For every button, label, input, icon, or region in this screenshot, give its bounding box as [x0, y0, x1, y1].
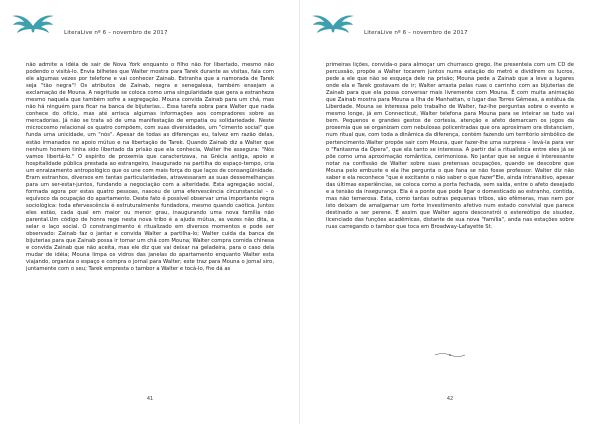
page-header: LiteraLive nº 6 – novembro de 2017 — [64, 30, 168, 36]
body-paragraph: primeiras lições, convida-o para almoçar um churrasco grego, lhe presenteia com um CD de percussão, propõe a Walter tocarem juntos numa estação do metrô e dividirem os lucros, pede a ele que não se esqueça dele na prisão; Mouna pede a Zainab que a leve a lugares onde ela e Tarek gostavam de ir; Walter arrasta pelas ruas o carrinho com as bijuterias de Zainab para que ela possa conversar mais livremente com Mouna. É com muita animação que Zainab mostra para Mouna a Ilha de Manhattan, o lugar das Torres Gêmeas, a estátua da Liberdade. Mouna se interessa pelo trabalho de Walter, faz-lhe perguntas sobre o evento e mesmo longe, já em Connecticut, Walter telefona para Mouna para se inteirar se tudo vai bem. Pequenos e grandes gestos de cortesia, atenção e afeto demarcam os jogos da proxemia que se organizam com nebulosas policentradas que ora aproximam ora distanciam, num ritual que, com toda a dinâmica da diferença, contém fazendo um território simbólico de pertencimento.Walter propõe sair com Mouna, quer fazer-lhe uma surpresa – levá-la para ver o "Fantasma da Ópera", que ela tanto se interessa. A partir daí a ritualística entre eles já se põe como uma aproximação romântica, cerimoniosa. No jantar que se segue é interessante notar na confissão de Walter sobre suas pretensas ocupações, quando se descobre que Mouna pelo embuste e ela lhe pergunta o que fana se não fosse professor. Walter diz não saber e ela reconhece "que é excitante o não saber o que fazer"Ele, ainda intransitivo, apesar das últimas experiências, se coloca como a porta fechada, sem saída, entre o afeto desejado e a tensão da insegurança. Ela é a ponte que pode ligar o domesticado ao estranho, contida, mas não temerosa. Esta, como tantas outras pequenas tribos, são efêmeras, mas nem por isto deixam de amalgamar um forte investimento afetivo num estado convivial que parece destinado a ser perene. É assim que Walter agora desconstrói o estereótipo de sisudez, licenciado das funções acadêmicas, distante de sua nova "família", anda nas estações sobre ruas carregando o tambor que toca em Broadway-Lafayette St. — [326, 62, 574, 231]
body-paragraph: não admite a idéia de sair de Nova York enquanto o filho não for libertado, mesmo não podendo o visitá-lo. Envia bilhetes que Walter mostra para Tarek durante as visitas, fala com ele algumas vezes por telefone e vai conhecer Zainab. Estranha que a namorada de Tarek seja "tão negra"! Os atributos de Zainab, negra e senegalesa, também ensejam a exclamação de Mouna. A negritude se coloca como uma singularidade que gera a estranheza mesmo naquela que também sofre a segregação. Mouna convida Zainab para um chá, mas não há ninguém para ficar na banca de bijuterias... Essa tarefa sobra para Walter que nada conhece do ofício, mas até arrisca algumas informações aos compradores sobre as mercadorias. Já não se trata só de uma manifestação de empatia ou solidariedade. Neste microcosmo relacional os quatro compõem, com suas diversidades, um "cimento social" que funda uma unicidade, um "nós". Apesar de todas as diferenças eu, talvez em razão delas, estão irmanados no apoio mútuo e na libertação de Tarek. Quando Zainab diz a Walter que nenhum homem tinha sido libertado da prisão que ela conhecia, Walter lhe assegura: "Nós vamos libertá-lo." O espírito de proxemia que caracterizava, na Grécia antiga, apoio e hospitalidade pública prestada ao estrangeiro, inaugurado na partilha do espaço-tempo, cria um enraizamento antropológico que os une com mais força do que laços de consangüinidade. Eram estranhos, diversos em tantas particularidades, atravessaram as suas dessemelhanças para um ser-estar-juntos, fundando a negociação com a alteridade. Esta agregação social, formada agora por estas quatro pessoas, nasceu de uma efervescência circunstancial – o equívoco da ocupação do apartamento. Deste fato é possível observar uma importante regra sociológica: toda efervescência é estruturalmente fundadora, mesmo quando caótica. Juntos eles estão, cada qual em maior ou menor grau, inaugurando uma nova família não parental.Um código de honra rege nesta nova tribo é a ajuda mútua, as vezes não dita, a selar o laço social. O constrangimento é ritualizado em diversos momentos e pode ser observado: Zainab faz o jantar e convida Walter a partilha-lo; Walter cuida da banca de bijuterias para que Zainab possa ir tomar um chá com Mouna; Walter compra comida chinesa e convida Zainab que não aceita, mas ele diz que vai deixar na geladeira, para o caso dela mudar de idéia; Mouna limpa os vidros das janelas do apartamento enquanto Walter esta viajando, organiza o espaço e compra o jornal para Walter; este traz para Mouna o jornal siro, juntamente com o seu; Tarek empresta o tambor a Walter e tocá-lo, fhe dá as — [26, 62, 274, 273]
wings-logo-icon — [310, 4, 356, 44]
body-text — [326, 62, 574, 231]
right-page — [300, 0, 600, 424]
page-number: 41 — [146, 396, 154, 402]
wings-logo-icon — [10, 4, 56, 44]
page-header: LiteraLive nº 6 – novembro de 2017 — [364, 30, 468, 36]
page-number: 42 — [446, 396, 454, 402]
flourish-divider-icon — [434, 352, 466, 358]
body-text — [26, 62, 274, 273]
